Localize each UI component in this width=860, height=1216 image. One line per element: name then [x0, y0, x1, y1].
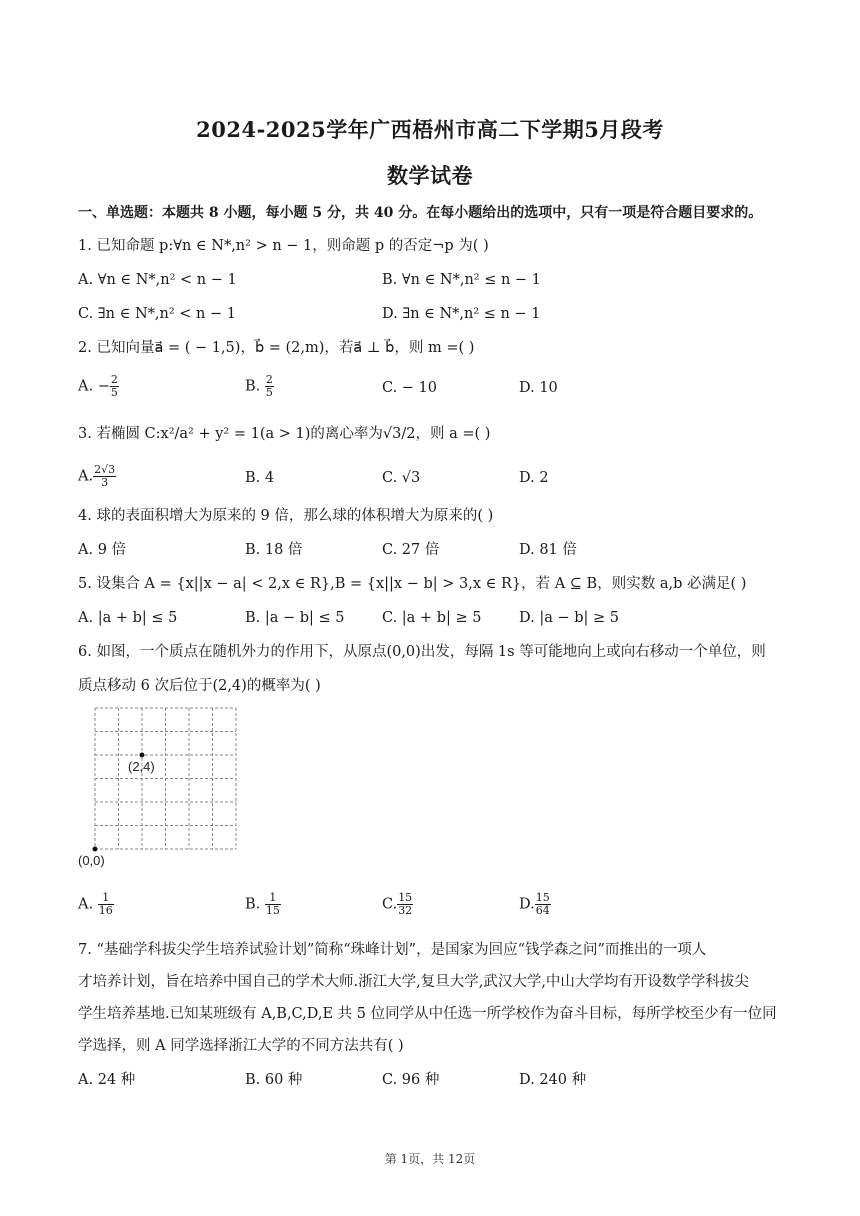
fraction-numerator: 2	[265, 373, 273, 386]
exam-subtitle: 数学试卷	[387, 163, 473, 188]
question-7-stem-line2: 才培养计划，旨在培养中国自己的学术大师.浙江大学,复旦大学,武汉大学,中山大学均有开设数学学科拔尖	[78, 974, 749, 990]
fraction-numerator: 1	[98, 892, 114, 905]
q3-option-c: C. √3	[382, 470, 421, 486]
q6-option-b-fraction	[265, 892, 281, 917]
q1-option-d: D. ∃n ∈ N*,n² ≤ n − 1	[382, 306, 541, 322]
fraction-numerator: 15	[398, 891, 413, 904]
fraction-numerator: 1	[265, 892, 281, 905]
q3-option-d: D. 2	[519, 470, 549, 486]
q4-option-a: A. 9 倍	[78, 542, 127, 558]
q4-option-b: B. 18 倍	[245, 542, 303, 558]
q7-option-b: B. 60 种	[245, 1072, 303, 1088]
q1-option-c: C. ∃n ∈ N*,n² < n − 1	[78, 306, 236, 322]
fraction-denominator: 16	[98, 904, 113, 917]
q2-option-b	[245, 374, 274, 399]
fraction-numerator: 15	[535, 891, 550, 904]
q3-option-b: B. 4	[245, 470, 275, 486]
question-1-stem: 1. 已知命题 p:∀n ∈ N*,n² > n − 1，则命题 p 的否定¬p 为( )	[78, 238, 489, 254]
q6-lattice-figure	[78, 705, 248, 875]
q6-option-c-fraction	[397, 892, 413, 917]
q4-option-c: C. 27 倍	[382, 542, 440, 558]
q2-option-c: C. − 10	[382, 380, 438, 396]
q7-option-a: A. 24 种	[78, 1072, 136, 1088]
q3-option-a	[78, 464, 116, 489]
q6-option-b-label: B.	[245, 896, 261, 913]
q2-option-a-label: A. −	[78, 378, 110, 395]
fraction-numerator: 2	[110, 373, 118, 386]
q2-option-a	[78, 374, 119, 399]
q5-option-d: D. |a − b| ≥ 5	[519, 610, 619, 626]
q3-option-a-fraction	[93, 464, 116, 489]
fraction-denominator: 64	[535, 904, 550, 917]
question-2-stem: 2. 已知向量a⃗ = ( − 1,5)，b⃗ = (2,m)，若a⃗ ⊥ b⃗，则 m =( )	[78, 340, 475, 356]
question-7-stem-line1: 7. “基础学科拔尖学生培养试验计划”简称“珠峰计划”，是国家为回应“钱学森之问”而推出的一项人	[78, 942, 707, 958]
q3-option-a-label: A.	[78, 468, 94, 485]
target-point-label: (2,4)	[128, 759, 155, 774]
q2-option-b-label: B.	[245, 378, 261, 395]
q2-option-a-fraction	[110, 374, 119, 399]
q2-option-b-fraction	[265, 374, 274, 399]
q5-option-c: C. |a + b| ≥ 5	[382, 610, 482, 626]
q6-option-b	[245, 892, 281, 917]
question-4-stem: 4. 球的表面积增大为原来的 9 倍，那么球的体积增大为原来的( )	[78, 508, 494, 524]
q6-option-d	[519, 892, 551, 917]
q6-option-a-fraction	[98, 892, 114, 917]
question-6-stem-line1: 6. 如图，一个质点在随机外力的作用下，从原点(0,0)出发，每隔 1s 等可能地向上或向右移动一个单位，则	[78, 644, 766, 660]
fraction-numerator: 2√3	[94, 463, 116, 476]
question-7-stem-line3: 学生培养基地.已知某班级有 A,B,C,D,E 共 5 位同学从中任选一所学校作为奋斗目标，每所学校至少有一位同	[78, 1006, 777, 1022]
fraction-denominator: 15	[265, 904, 280, 917]
question-5-stem: 5. 设集合 A = {x||x − a| < 2,x ∈ R},B = {x||x − b| > 3,x ∈ R}，若 A ⊆ B，则实数 a,b 必满足( )	[78, 576, 747, 592]
target-point	[140, 753, 145, 758]
q7-option-d: D. 240 种	[519, 1072, 587, 1088]
section-heading: 一、单选题：本题共 8 小题，每小题 5 分，共 40 分。在每小题给出的选项中，只有一项是符合题目要求的。	[78, 205, 763, 221]
question-3-stem: 3. 若椭圆 C:x²/a² + y² = 1(a > 1)的离心率为√3/2，则 a =( )	[78, 426, 491, 442]
q6-option-c-label: C.	[382, 896, 398, 913]
q6-option-d-fraction	[535, 892, 551, 917]
fraction-denominator: 32	[398, 904, 413, 917]
q6-option-a-label: A.	[78, 896, 94, 913]
q5-option-a: A. |a + b| ≤ 5	[78, 610, 178, 626]
exam-title: 2024-2025学年广西梧州市高二下学期5月段考	[196, 117, 664, 142]
fraction-denominator: 3	[101, 476, 109, 489]
q1-option-b: B. ∀n ∈ N*,n² ≤ n − 1	[382, 272, 541, 288]
q2-option-d: D. 10	[519, 380, 558, 396]
q1-option-a: A. ∀n ∈ N*,n² < n − 1	[78, 272, 237, 288]
fraction-denominator: 5	[265, 386, 273, 399]
q6-option-a	[78, 892, 114, 917]
q4-option-d: D. 81 倍	[519, 542, 577, 558]
q5-option-b: B. |a − b| ≤ 5	[245, 610, 345, 626]
q6-option-c	[382, 892, 413, 917]
origin-point	[93, 847, 98, 852]
lattice-grid-svg	[78, 705, 248, 875]
origin-label: (0,0)	[78, 853, 105, 868]
q6-option-d-label: D.	[519, 896, 535, 913]
fraction-denominator: 5	[110, 386, 118, 399]
page-footer: 第 1页，共 12页	[384, 1152, 476, 1166]
question-6-stem-line2: 质点移动 6 次后位于(2,4)的概率为( )	[78, 678, 321, 694]
question-7-stem-line4: 学选择，则 A 同学选择浙江大学的不同方法共有( )	[78, 1038, 404, 1054]
q7-option-c: C. 96 种	[382, 1072, 440, 1088]
